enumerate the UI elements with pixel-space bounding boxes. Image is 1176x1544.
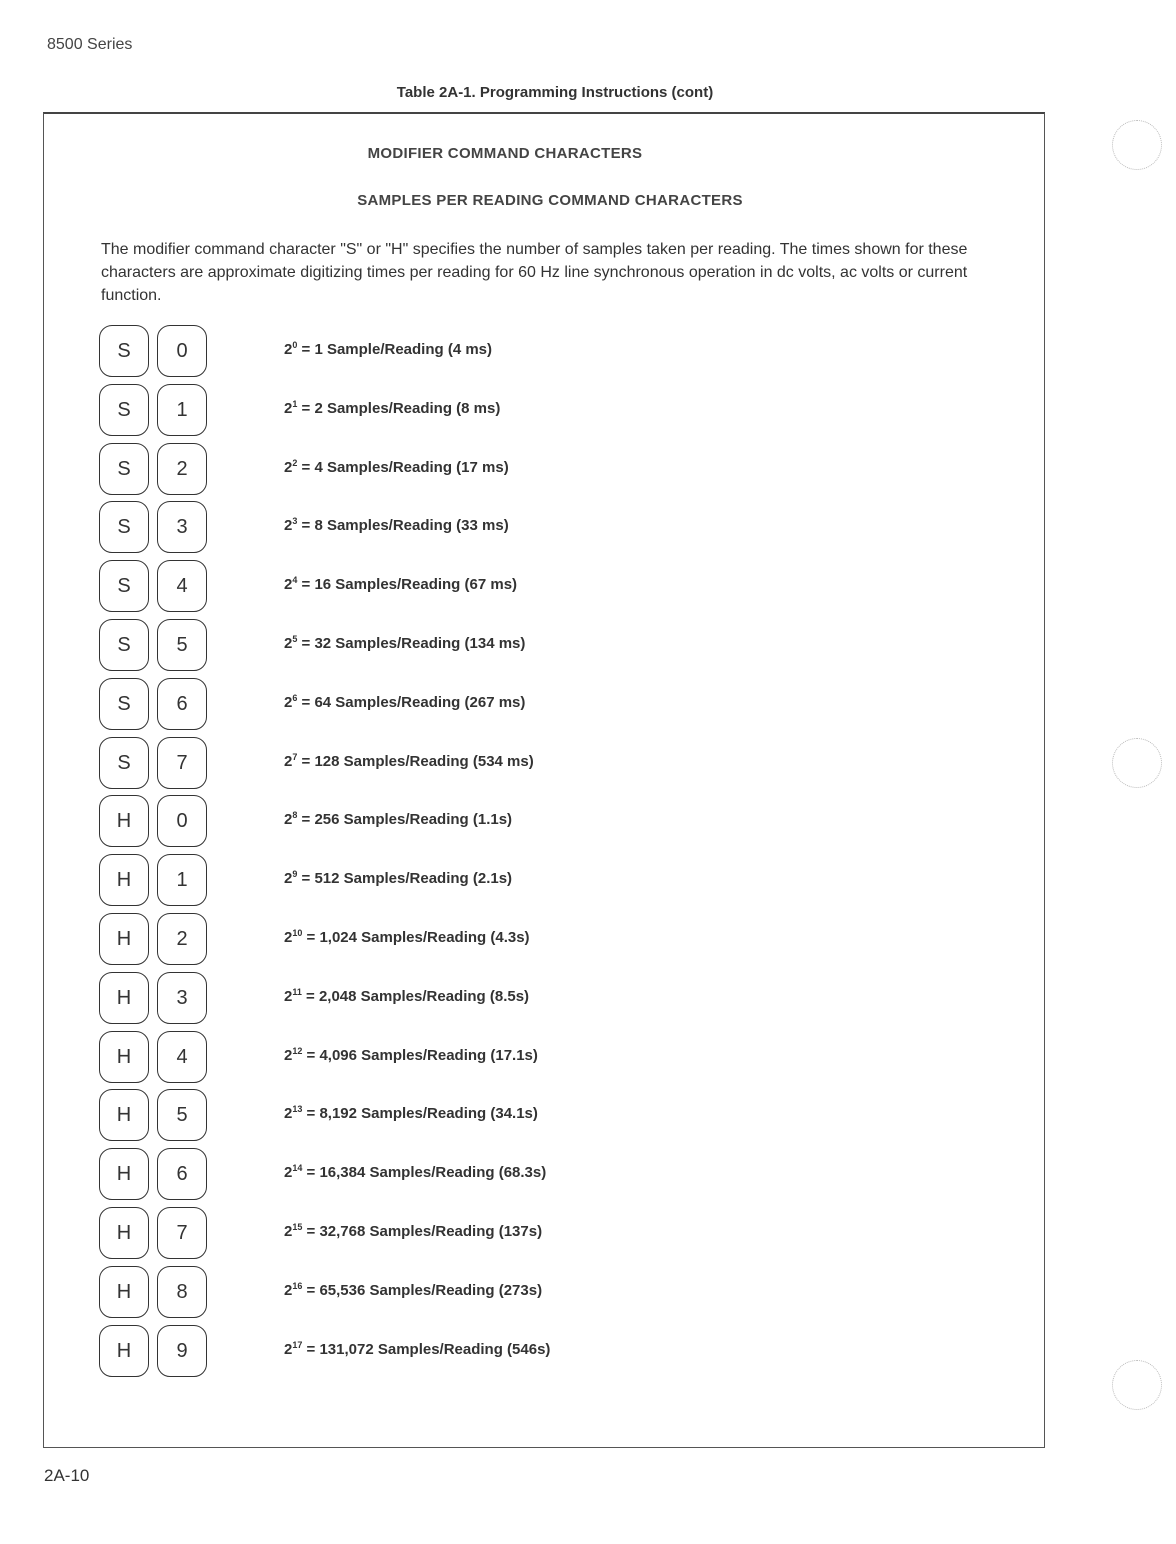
command-description (284, 1104, 538, 1122)
command-description (284, 575, 517, 593)
table-title: Table 2A-1. Programming Instructions (cont) (396, 84, 714, 101)
samples-text: = 1,024 Samples/Reading (4.3s) (302, 928, 530, 946)
command-description (284, 928, 530, 946)
power-base: 2 (284, 870, 293, 888)
command-key-letter: S (99, 443, 149, 495)
command-key-digit: 1 (157, 384, 207, 436)
command-description (284, 869, 512, 887)
samples-text: = 2,048 Samples/Reading (8.5s) (301, 987, 530, 1005)
samples-text: = 8,192 Samples/Reading (34.1s) (302, 1105, 538, 1123)
command-key-digit: 0 (157, 325, 207, 377)
power-base: 2 (284, 399, 293, 417)
command-key-letter: S (99, 325, 149, 377)
power-exponent: 5 (292, 633, 298, 644)
power-exponent: 14 (292, 1163, 303, 1174)
command-key-letter: S (99, 619, 149, 671)
samples-text: = 16,384 Samples/Reading (68.3s) (302, 1164, 547, 1182)
power-exponent: 11 (292, 986, 302, 997)
power-exponent: 0 (292, 340, 298, 350)
command-key-letter: S (99, 501, 149, 553)
power-base: 2 (284, 576, 293, 594)
samples-text: = 64 Samples/Reading (267 ms) (297, 693, 526, 711)
section-heading: MODIFIER COMMAND CHARACTERS (367, 145, 643, 162)
command-key-digit: 3 (157, 972, 207, 1024)
punch-hole-icon (1112, 1360, 1162, 1410)
command-key-digit: 0 (157, 795, 207, 847)
command-key-digit: 3 (157, 501, 207, 553)
command-description (284, 399, 500, 417)
command-key-digit: 6 (157, 678, 207, 730)
series-label: 8500 Series (47, 36, 133, 53)
power-exponent: 2 (292, 457, 298, 468)
command-key-letter: H (99, 1031, 149, 1083)
command-key-letter: H (99, 1325, 149, 1377)
command-key-digit: 7 (157, 737, 207, 789)
power-base: 2 (284, 928, 293, 946)
command-key-digit: 4 (157, 1031, 207, 1083)
command-description (284, 693, 525, 711)
command-key-digit: 2 (157, 913, 207, 965)
command-description (284, 340, 492, 358)
command-description (284, 1222, 542, 1240)
command-key-digit: 9 (157, 1325, 207, 1377)
command-key-letter: H (99, 854, 149, 906)
command-key-digit: 8 (157, 1266, 207, 1318)
samples-text: = 512 Samples/Reading (2.1s) (297, 870, 513, 888)
samples-text: = 131,072 Samples/Reading (546s) (302, 1340, 551, 1358)
power-base: 2 (284, 1340, 293, 1358)
samples-text: = 256 Samples/Reading (1.1s) (297, 811, 513, 829)
command-key-letter: H (99, 1207, 149, 1259)
command-key-digit: 7 (157, 1207, 207, 1259)
power-exponent: 8 (292, 810, 298, 821)
power-exponent: 1 (292, 398, 298, 409)
command-description (284, 810, 512, 828)
samples-text: = 16 Samples/Reading (67 ms) (297, 576, 518, 594)
command-key-letter: S (99, 560, 149, 612)
power-exponent: 7 (292, 751, 298, 762)
power-exponent: 12 (292, 1045, 303, 1056)
power-exponent: 4 (292, 575, 298, 586)
power-base: 2 (284, 1222, 293, 1240)
command-key-letter: H (99, 1089, 149, 1141)
command-key-letter: H (99, 1148, 149, 1200)
power-base: 2 (284, 1046, 293, 1064)
power-base: 2 (284, 693, 293, 711)
power-base: 2 (284, 517, 293, 535)
command-description (284, 987, 529, 1005)
command-key-letter: S (99, 384, 149, 436)
power-exponent: 16 (292, 1280, 303, 1291)
power-base: 2 (284, 1105, 293, 1123)
samples-text: = 65,536 Samples/Reading (273s) (302, 1281, 543, 1299)
power-base: 2 (284, 987, 293, 1005)
command-key-letter: H (99, 972, 149, 1024)
power-base: 2 (284, 341, 293, 358)
power-base: 2 (284, 811, 293, 829)
power-exponent: 15 (292, 1221, 303, 1232)
power-base: 2 (284, 1281, 293, 1299)
power-exponent: 17 (292, 1339, 303, 1350)
power-exponent: 10 (292, 927, 303, 938)
command-key-digit: 5 (157, 619, 207, 671)
command-key-digit: 6 (157, 1148, 207, 1200)
command-description (284, 516, 509, 534)
command-key-letter: S (99, 737, 149, 789)
command-description (284, 1281, 542, 1299)
samples-text: = 32,768 Samples/Reading (137s) (302, 1222, 543, 1240)
samples-text: = 4,096 Samples/Reading (17.1s) (302, 1046, 538, 1064)
power-exponent: 6 (292, 692, 298, 703)
command-description (284, 1046, 538, 1064)
section-subheading: SAMPLES PER READING COMMAND CHARACTERS (357, 192, 743, 209)
punch-hole-icon (1112, 120, 1162, 170)
samples-text: = 8 Samples/Reading (33 ms) (297, 517, 509, 535)
command-key-digit: 5 (157, 1089, 207, 1141)
samples-text: = 128 Samples/Reading (534 ms) (297, 752, 534, 770)
command-key-digit: 2 (157, 443, 207, 495)
command-key-digit: 4 (157, 560, 207, 612)
command-key-letter: H (99, 1266, 149, 1318)
command-key-digit: 1 (157, 854, 207, 906)
power-base: 2 (284, 634, 293, 652)
samples-text: = 32 Samples/Reading (134 ms) (297, 634, 526, 652)
power-exponent: 9 (292, 869, 298, 880)
power-base: 2 (284, 458, 293, 476)
samples-text: = 4 Samples/Reading (17 ms) (297, 458, 509, 476)
command-description (284, 1340, 550, 1358)
command-description (284, 1163, 546, 1181)
command-key-letter: H (99, 795, 149, 847)
punch-hole-icon (1112, 738, 1162, 788)
command-description (284, 634, 525, 652)
command-description (284, 458, 509, 476)
command-key-letter: H (99, 913, 149, 965)
samples-text: = 1 Sample/Reading (4 ms) (297, 341, 493, 358)
power-exponent: 3 (292, 516, 298, 527)
power-base: 2 (284, 752, 293, 770)
command-key-letter: S (99, 678, 149, 730)
command-description (284, 752, 534, 770)
page-number: 2A-10 (44, 1466, 90, 1485)
intro-paragraph: The modifier command character "S" or "H" specifies the number of samples taken per reading. The times shown for these characters are approximate digitizing times per reading for 60 Hz line synchronous operation in dc volts, ac volts or current function. (101, 241, 968, 304)
power-exponent: 13 (292, 1104, 303, 1115)
samples-text: = 2 Samples/Reading (8 ms) (297, 399, 501, 417)
power-base: 2 (284, 1164, 293, 1182)
